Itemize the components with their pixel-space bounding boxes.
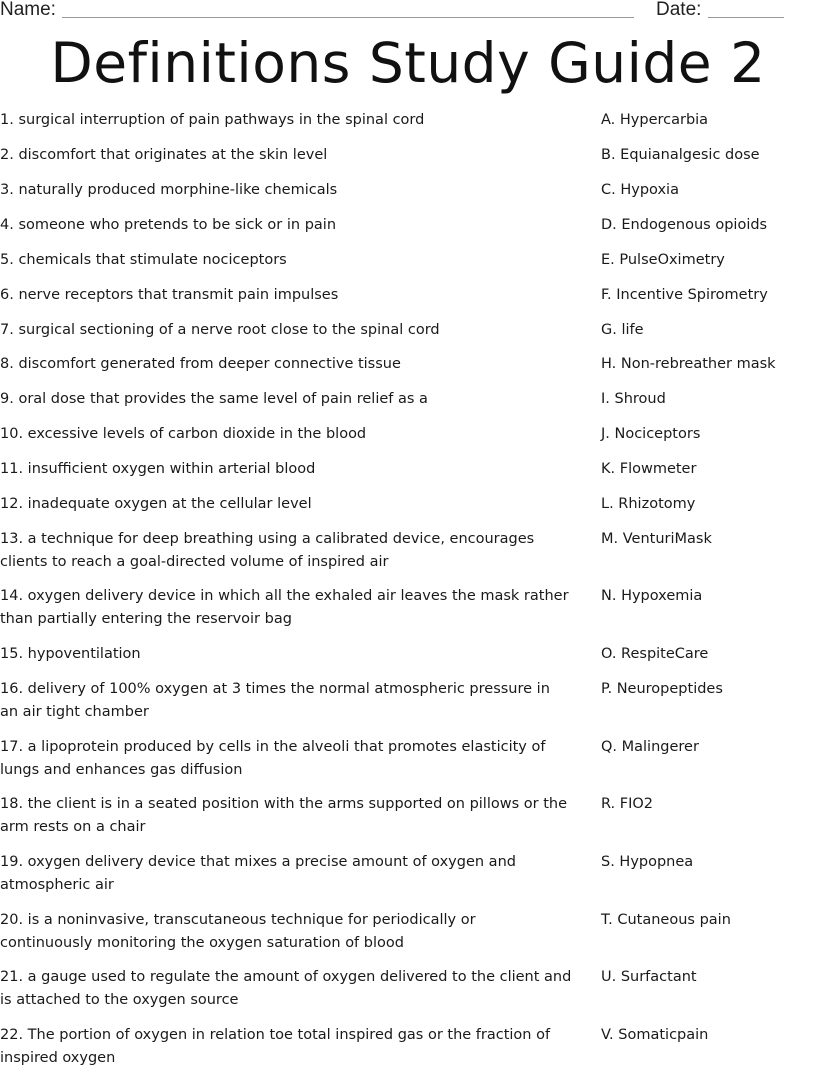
list-item bbox=[0, 851, 816, 909]
answer-option: I. Shroud bbox=[601, 391, 666, 407]
answer-option: P. Neuropeptides bbox=[601, 681, 723, 697]
answer-option: B. Equianalgesic dose bbox=[601, 147, 760, 163]
name-label: Name: bbox=[0, 0, 56, 20]
list-item bbox=[0, 214, 816, 249]
list-item bbox=[0, 458, 816, 493]
list-item bbox=[0, 678, 816, 736]
answer-option: D. Endogenous opioids bbox=[601, 217, 768, 233]
answer-option: F. Incentive Spirometry bbox=[601, 287, 768, 303]
list-item bbox=[0, 793, 816, 851]
answer-option: T. Cutaneous pain bbox=[601, 912, 731, 928]
clue-text: 17. a lipoprotein produced by cells in the alveoli that promotes elasticity of lungs and enhances gas diffusion bbox=[0, 739, 546, 778]
answer-option: J. Nociceptors bbox=[601, 426, 701, 442]
clue-text: 12. inadequate oxygen at the cellular level bbox=[0, 496, 312, 512]
answer-option: R. FIO2 bbox=[601, 796, 654, 812]
list-item bbox=[0, 353, 816, 388]
answer-option: Q. Malingerer bbox=[601, 739, 699, 755]
clue-text: 3. naturally produced morphine-like chemicals bbox=[0, 182, 338, 198]
clue-text: 16. delivery of 100% oxygen at 3 times the normal atmospheric pressure in an air tight chamber bbox=[0, 681, 550, 720]
answer-option: O. RespiteCare bbox=[601, 646, 709, 662]
clue-text: 6. nerve receptors that transmit pain impulses bbox=[0, 287, 339, 303]
list-item bbox=[0, 388, 816, 423]
answer-option: U. Surfactant bbox=[601, 969, 697, 985]
clue-text: 4. someone who pretends to be sick or in pain bbox=[0, 217, 337, 233]
answer-option: E. PulseOximetry bbox=[601, 252, 725, 268]
clue-text: 18. the client is in a seated position with the arms supported on pillows or the arm rests on a chair bbox=[0, 796, 568, 835]
list-item bbox=[0, 909, 816, 966]
clue-text: 8. discomfort generated from deeper connective tissue bbox=[0, 356, 401, 372]
list-item bbox=[0, 528, 816, 585]
list-item bbox=[0, 1024, 816, 1082]
clue-text: 20. is a noninvasive, transcutaneous technique for periodically or continuously monitoring the oxygen saturation of blood bbox=[0, 912, 476, 951]
list-item bbox=[0, 423, 816, 458]
clue-text: 10. excessive levels of carbon dioxide in the blood bbox=[0, 426, 367, 442]
answer-option: K. Flowmeter bbox=[601, 461, 697, 477]
page-title: Definitions Study Guide 2 bbox=[50, 31, 766, 95]
list-item bbox=[0, 493, 816, 528]
list-item bbox=[0, 585, 816, 643]
list-item bbox=[0, 249, 816, 284]
header-row bbox=[0, 0, 816, 26]
answer-option: A. Hypercarbia bbox=[601, 112, 709, 128]
clue-text: 13. a technique for deep breathing using a calibrated device, encourages clients to reach a goal-directed volume of inspired air bbox=[0, 531, 535, 570]
list-item bbox=[0, 736, 816, 793]
clue-text: 22. The portion of oxygen in relation toe total inspired gas or the fraction of inspired oxygen bbox=[0, 1027, 551, 1066]
clue-text: 7. surgical sectioning of a nerve root close to the spinal cord bbox=[0, 322, 440, 338]
list-item bbox=[0, 109, 816, 144]
list-item bbox=[0, 966, 816, 1024]
clue-text: 14. oxygen delivery device in which all the exhaled air leaves the mask rather than partially entering the reservoir bag bbox=[0, 588, 569, 627]
clue-text: 9. oral dose that provides the same level of pain relief as a bbox=[0, 391, 428, 407]
answer-option: L. Rhizotomy bbox=[601, 496, 696, 512]
clue-text: 15. hypoventilation bbox=[0, 646, 141, 662]
clue-text: 11. insufficient oxygen within arterial blood bbox=[0, 461, 316, 477]
list-item bbox=[0, 179, 816, 214]
clue-text: 21. a gauge used to regulate the amount of oxygen delivered to the client and is attached to the oxygen source bbox=[0, 969, 572, 1008]
list-item bbox=[0, 144, 816, 179]
clue-text: 19. oxygen delivery device that mixes a precise amount of oxygen and atmospheric air bbox=[0, 854, 516, 893]
answer-option: C. Hypoxia bbox=[601, 182, 679, 198]
date-label: Date: bbox=[656, 0, 702, 20]
list-item bbox=[0, 284, 816, 319]
date-line bbox=[708, 17, 784, 18]
clue-text: 2. discomfort that originates at the skin level bbox=[0, 147, 328, 163]
list-item bbox=[0, 319, 816, 353]
answer-option: S. Hypopnea bbox=[601, 854, 694, 870]
clue-text: 5. chemicals that stimulate nociceptors bbox=[0, 252, 287, 268]
matching-list bbox=[0, 109, 816, 1082]
answer-option: M. VenturiMask bbox=[601, 531, 712, 547]
name-line bbox=[62, 17, 634, 18]
answer-option: N. Hypoxemia bbox=[601, 588, 703, 604]
list-item bbox=[0, 643, 816, 678]
answer-option: H. Non-rebreather mask bbox=[601, 356, 776, 372]
answer-option: G. life bbox=[601, 322, 644, 338]
clue-text: 1. surgical interruption of pain pathways in the spinal cord bbox=[0, 112, 425, 128]
answer-option: V. Somaticpain bbox=[601, 1027, 709, 1043]
